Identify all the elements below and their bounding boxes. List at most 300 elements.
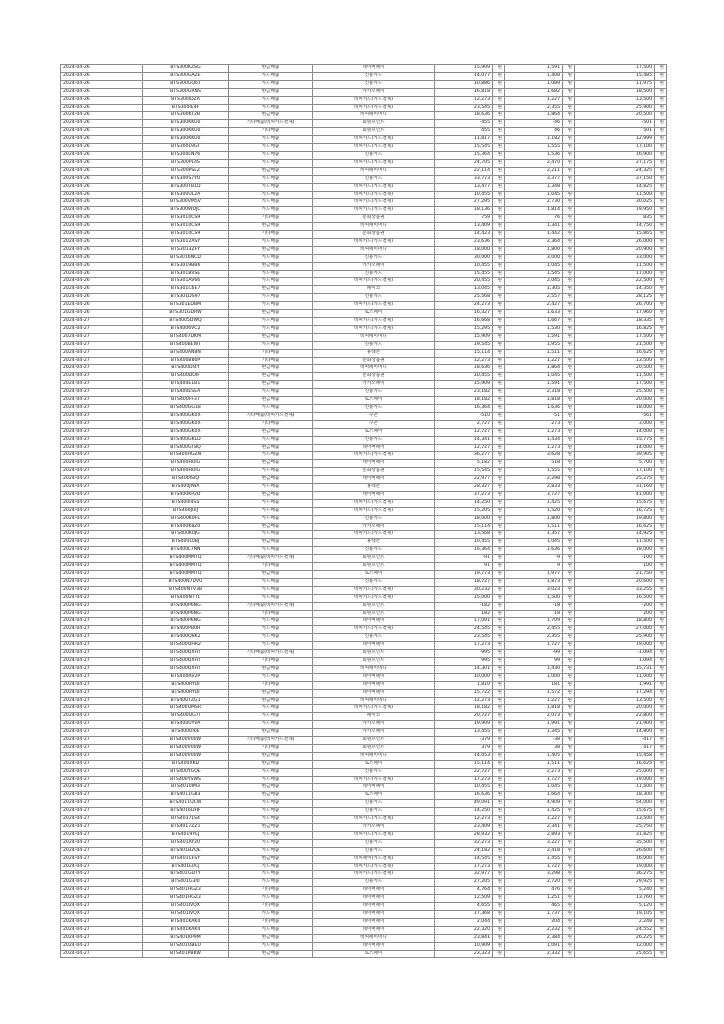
vat-unit-cell: 원 [563,373,575,381]
table-row [61,88,667,96]
table-row [61,824,667,832]
total-amount-cell: 35,500 [575,839,655,847]
payment-method-cell: 카카오페이 [313,523,435,531]
date-cell: 2024-04-27 [61,357,143,365]
total-unit-cell: 원 [655,436,667,444]
payment-method-cell: 문화상품권 [313,231,435,239]
total-amount-cell: 39,905 [575,452,655,460]
payment-method-cell: 네이버페이 [313,895,435,903]
table-row [61,183,667,191]
supply-unit-cell: 원 [493,507,505,515]
table-row [61,476,667,484]
date-cell: 2024-04-27 [61,618,143,626]
total-amount-cell: 18,335 [575,318,655,326]
date-cell: 2024-04-27 [61,784,143,792]
total-unit-cell: 원 [655,136,667,144]
vat-unit-cell: 원 [563,847,575,855]
date-cell: 2024-04-27 [61,713,143,721]
order-code-cell: BTS401AY20 [143,839,229,847]
vat-unit-cell: 원 [563,855,575,863]
vat-unit-cell: 원 [563,270,575,278]
payment-method-cell: 비씨카드(카드결제) [313,507,435,515]
vat-unit-cell: 원 [563,223,575,231]
payment-method-cell: 신용카드 [313,254,435,262]
order-code-cell: BTS400QHR2 [143,642,229,650]
date-cell: 2024-04-27 [61,491,143,499]
table-row [61,863,667,871]
supply-unit-cell: 원 [493,539,505,547]
date-cell: 2024-04-26 [61,246,143,254]
order-code-cell: BTS400GK0X [143,420,229,428]
total-unit-cell: 원 [655,223,667,231]
total-unit-cell: 원 [655,729,667,737]
sale-type-cell: 카드매출 [229,515,313,523]
vat-unit-cell: 원 [563,484,575,492]
vat-unit-cell: 원 [563,887,575,895]
sale-type-cell: 카드매출 [229,302,313,310]
order-code-cell: BTS400N7DVU [143,578,229,586]
table-row [61,586,667,594]
total-unit-cell: 원 [655,895,667,903]
total-unit-cell: 원 [655,254,667,262]
total-unit-cell: 원 [655,918,667,926]
sale-type-cell: 기타매출(비씨카드결제) [229,650,313,658]
supply-amount-cell: 17,091 [435,618,493,626]
vat-unit-cell: 원 [563,460,575,468]
supply-unit-cell: 원 [493,831,505,839]
total-unit-cell: 원 [655,310,667,318]
vat-unit-cell: 원 [563,571,575,579]
order-code-cell: BTS400GG18 [143,404,229,412]
sale-type-cell: 카드매출 [229,879,313,887]
supply-amount-cell: 36,277 [435,452,493,460]
date-cell: 2024-04-27 [61,507,143,515]
vat-unit-cell: 원 [563,104,575,112]
order-code-cell: BTS400N7TL [143,594,229,602]
vat-amount-cell: 99 [505,657,563,665]
vat-amount-cell: 3,298 [505,871,563,879]
order-code-cell: BTS400QXHT [143,650,229,658]
sale-type-cell: 기타매출 [229,349,313,357]
payment-method-cell: 비씨페이머니 [313,752,435,760]
date-cell: 2024-04-27 [61,721,143,729]
payment-method-cell: 비씨페이머니 [313,365,435,373]
payment-method-cell: 쿠폰 [313,412,435,420]
total-amount-cell: 20,500 [575,112,655,120]
supply-amount-cell: 37,273 [435,491,493,499]
vat-unit-cell: 원 [563,610,575,618]
order-code-cell: BTS300KZSG [143,65,229,73]
date-cell: 2024-04-27 [61,879,143,887]
payment-method-cell: 신용카드 [313,808,435,816]
total-amount-cell: 29,925 [575,879,655,887]
sale-type-cell: 카드매출 [229,151,313,159]
total-amount-cell: 11,975 [575,80,655,88]
vat-unit-cell: 원 [563,120,575,128]
vat-unit-cell: 원 [563,602,575,610]
supply-amount-cell: -455 [435,120,493,128]
supply-amount-cell: 10,455 [435,373,493,381]
sale-type-cell: 현금매출 [229,539,313,547]
table-row [61,484,667,492]
order-code-cell: BTS400YGQE [143,768,229,776]
sale-type-cell: 카드매출 [229,207,313,215]
sale-type-cell: 카드매출 [229,199,313,207]
sale-type-cell: 현금매출 [229,333,313,341]
total-amount-cell: 18,000 [575,547,655,555]
vat-unit-cell: 원 [563,594,575,602]
total-amount-cell: 14,925 [575,531,655,539]
order-code-cell: BTS401IVQX [143,903,229,911]
total-unit-cell: 원 [655,341,667,349]
vat-unit-cell: 원 [563,365,575,373]
total-amount-cell: 26,000 [575,238,655,246]
total-unit-cell: 원 [655,903,667,911]
supply-unit-cell: 원 [493,223,505,231]
order-code-cell: BTS400UMSR [143,705,229,713]
vat-amount-cell: 1,536 [505,151,563,159]
date-cell: 2024-04-27 [61,389,143,397]
supply-unit-cell: 원 [493,776,505,784]
vat-unit-cell: 원 [563,665,575,673]
supply-unit-cell: 원 [493,610,505,618]
total-amount-cell: 200 [575,610,655,618]
sale-type-cell: 기타매출 [229,420,313,428]
supply-amount-cell: 14,545 [435,855,493,863]
supply-amount-cell: 15,364 [435,151,493,159]
supply-amount-cell: 455 [435,128,493,136]
supply-unit-cell: 원 [493,950,505,958]
vat-unit-cell: 원 [563,523,575,531]
total-amount-cell: 14,825 [575,183,655,191]
vat-unit-cell: 원 [563,278,575,286]
order-code-cell: BTS400V00W [143,752,229,760]
total-amount-cell: 37,150 [575,175,655,183]
vat-unit-cell: 원 [563,824,575,832]
table-row [61,547,667,555]
supply-unit-cell: 원 [493,167,505,175]
supply-unit-cell: 원 [493,397,505,405]
supply-unit-cell: 원 [493,816,505,824]
total-unit-cell: 원 [655,231,667,239]
sale-type-cell: 카드매출 [229,325,313,333]
sale-type-cell: 기타매출(비씨카드결제) [229,555,313,563]
payment-method-cell: 비씨페이머니 [313,697,435,705]
payment-method-cell: 신용카드 [313,151,435,159]
supply-unit-cell: 원 [493,175,505,183]
payment-method-cell: 휴대폰 [313,484,435,492]
payment-method-cell: 비씨카드(카드결제) [313,136,435,144]
supply-amount-cell: 5,182 [435,460,493,468]
supply-unit-cell: 원 [493,752,505,760]
order-code-cell: BTS3016NCD [143,254,229,262]
payment-method-cell: 네이버페이 [313,910,435,918]
vat-unit-cell: 원 [563,942,575,950]
sale-type-cell: 카드매출 [229,468,313,476]
date-cell: 2024-04-26 [61,96,143,104]
table-row [61,768,667,776]
total-unit-cell: 원 [655,926,667,934]
payment-method-cell: 네이버페이 [313,689,435,697]
table-row [61,776,667,784]
vat-unit-cell: 원 [563,238,575,246]
table-row [61,887,667,895]
vat-amount-cell: 1,636 [505,547,563,555]
payment-method-cell: 비씨카드(카드결제) [313,199,435,207]
order-code-cell: BTS400AN8N [143,349,229,357]
table-row [61,151,667,159]
sale-type-cell: 현금매출 [229,760,313,768]
order-code-cell: BTS400V00W [143,737,229,745]
date-cell: 2024-04-26 [61,151,143,159]
payment-method-cell: 네이버페이 [313,784,435,792]
table-row [61,167,667,175]
vat-unit-cell: 원 [563,428,575,436]
table-row [61,231,667,239]
total-unit-cell: 원 [655,476,667,484]
payment-method-cell: 회원포인트 [313,602,435,610]
total-amount-cell: 2,248 [575,918,655,926]
date-cell: 2024-04-27 [61,397,143,405]
order-code-cell: BTS400K8Z0 [143,523,229,531]
vat-amount-cell: 1,434 [505,436,563,444]
vat-amount-cell: 518 [505,460,563,468]
vat-amount-cell: 1,305 [505,286,563,294]
vat-unit-cell: 원 [563,452,575,460]
vat-amount-cell: 4,909 [505,800,563,808]
supply-amount-cell: 18,000 [435,246,493,254]
vat-unit-cell: 원 [563,349,575,357]
total-amount-cell: 20,900 [575,246,655,254]
table-row [61,159,667,167]
vat-amount-cell: 2,341 [505,824,563,832]
order-code-cell: BTS400Q8K2 [143,634,229,642]
table-row [61,752,667,760]
vat-amount-cell: 1,664 [505,792,563,800]
vat-unit-cell: 원 [563,286,575,294]
vat-amount-cell: 1,737 [505,910,563,918]
total-amount-cell: 19,000 [575,863,655,871]
supply-amount-cell: 23,545 [435,104,493,112]
supply-unit-cell: 원 [493,855,505,863]
order-code-cell: BTS400HUIG [143,468,229,476]
vat-amount-cell: 2,384 [505,934,563,942]
total-unit-cell: 원 [655,294,667,302]
vat-amount-cell: 1,408 [505,72,563,80]
vat-unit-cell: 원 [563,555,575,563]
supply-amount-cell: 24,182 [435,847,493,855]
table-row [61,246,667,254]
sale-type-cell: 카드매출 [229,254,313,262]
payment-method-cell: 회원포인트 [313,650,435,658]
supply-amount-cell: 16,818 [435,88,493,96]
total-unit-cell: 원 [655,571,667,579]
vat-unit-cell: 원 [563,776,575,784]
total-amount-cell: 16,000 [575,855,655,863]
supply-amount-cell: 13,455 [435,729,493,737]
vat-unit-cell: 원 [563,420,575,428]
date-cell: 2024-04-27 [61,404,143,412]
supply-amount-cell: 32,977 [435,871,493,879]
order-code-cell: BTS400MMTQ [143,571,229,579]
total-unit-cell: 원 [655,792,667,800]
vat-amount-cell: -18 [505,602,563,610]
supply-unit-cell: 원 [493,246,505,254]
table-row [61,555,667,563]
payment-method-cell: 신용카드 [313,839,435,847]
order-code-cell: BTS400ISIQ [143,476,229,484]
payment-method-cell: 비씨페이머니 [313,112,435,120]
supply-amount-cell: 15,114 [435,349,493,357]
total-unit-cell: 원 [655,404,667,412]
total-amount-cell: 11,500 [575,784,655,792]
total-unit-cell: 원 [655,871,667,879]
sale-type-cell: 카드매출 [229,578,313,586]
supply-unit-cell: 원 [493,887,505,895]
order-code-cell: BTS4006VC2 [143,325,229,333]
ledger-body [61,65,667,958]
order-code-cell: BTS300PSLZ [143,167,229,175]
supply-unit-cell: 원 [493,468,505,476]
order-code-cell: BTS401OBEU [143,942,229,950]
order-code-cell: BTS400KP2D [143,491,229,499]
total-unit-cell: 원 [655,713,667,721]
table-row [61,104,667,112]
total-unit-cell: 원 [655,586,667,594]
payment-method-cell: 신용카드 [313,800,435,808]
order-code-cell: BTS400RV2P [143,673,229,681]
sale-type-cell: 카드매출 [229,278,313,286]
supply-unit-cell: 원 [493,705,505,713]
vat-unit-cell: 원 [563,96,575,104]
supply-amount-cell: 12,273 [435,816,493,824]
total-amount-cell: 15,458 [575,752,655,760]
sale-type-cell: 카드매출 [229,270,313,278]
vat-amount-cell: 1,727 [505,863,563,871]
order-code-cell: BTS400MMTQ [143,555,229,563]
payment-method-cell: 비씨카드(카드결제) [313,594,435,602]
supply-unit-cell: 원 [493,333,505,341]
sale-type-cell: 카드매출 [229,768,313,776]
total-amount-cell: 27,175 [575,159,655,167]
vat-unit-cell: 원 [563,531,575,539]
order-code-cell: BTS3019BB6 [143,262,229,270]
supply-unit-cell: 원 [493,895,505,903]
payment-method-cell: 회원포인트 [313,657,435,665]
vat-unit-cell: 원 [563,325,575,333]
supply-amount-cell: 4,655 [435,903,493,911]
vat-unit-cell: 원 [563,910,575,918]
total-unit-cell: 원 [655,302,667,310]
order-code-cell: BTS4010IM3 [143,784,229,792]
date-cell: 2024-04-27 [61,610,143,618]
sale-type-cell: 카드매출 [229,183,313,191]
vat-unit-cell: 원 [563,80,575,88]
vat-unit-cell: 원 [563,934,575,942]
supply-amount-cell: 18,136 [435,207,493,215]
total-amount-cell: 17,100 [575,144,655,152]
sale-type-cell: 카드매출 [229,800,313,808]
vat-unit-cell: 원 [563,404,575,412]
sale-type-cell: 카드매출 [229,942,313,950]
supply-unit-cell: 원 [493,128,505,136]
total-amount-cell: 21,750 [575,571,655,579]
date-cell: 2024-04-26 [61,238,143,246]
vat-unit-cell: 원 [563,515,575,523]
date-cell: 2024-04-27 [61,768,143,776]
total-unit-cell: 원 [655,104,667,112]
supply-amount-cell: 2,044 [435,918,493,926]
sale-type-cell: 기타매출 [229,903,313,911]
total-amount-cell: 5,120 [575,903,655,911]
supply-amount-cell: 19,773 [435,571,493,579]
total-unit-cell: 원 [655,910,667,918]
vat-amount-cell: 1,273 [505,444,563,452]
vat-amount-cell: 1,045 [505,373,563,381]
table-row [61,903,667,911]
table-row [61,792,667,800]
vat-amount-cell: 1,864 [505,112,563,120]
date-cell: 2024-04-27 [61,871,143,879]
table-row [61,491,667,499]
total-amount-cell: -417 [575,737,655,745]
total-amount-cell: 19,950 [575,207,655,215]
total-unit-cell: 원 [655,112,667,120]
date-cell: 2024-04-27 [61,373,143,381]
vat-unit-cell: 원 [563,839,575,847]
vat-unit-cell: 원 [563,167,575,175]
total-unit-cell: 원 [655,175,667,183]
supply-amount-cell: 17,273 [435,863,493,871]
vat-amount-cell: 1,555 [505,144,563,152]
order-code-cell: BTS300PL4S [143,159,229,167]
order-code-cell: BTS400YSWS [143,776,229,784]
date-cell: 2024-04-26 [61,175,143,183]
sale-type-cell: 카드매출 [229,96,313,104]
total-unit-cell: 원 [655,555,667,563]
sale-type-cell: 기타매출(비씨카드결제) [229,120,313,128]
sale-type-cell: 현금매출 [229,444,313,452]
table-row [61,357,667,365]
date-cell: 2024-04-26 [61,88,143,96]
total-unit-cell: 원 [655,444,667,452]
supply-amount-cell: 18,727 [435,578,493,586]
sale-type-cell: 현금매출 [229,697,313,705]
supply-amount-cell: 18,182 [435,397,493,405]
date-cell: 2024-04-27 [61,729,143,737]
supply-unit-cell: 원 [493,159,505,167]
table-row [61,650,667,658]
total-unit-cell: 원 [655,278,667,286]
vat-amount-cell: 3,227 [505,839,563,847]
supply-amount-cell: 13,409 [435,223,493,231]
vat-amount-cell: 1,500 [505,594,563,602]
table-row [61,563,667,571]
vat-amount-cell: 1,800 [505,515,563,523]
total-unit-cell: 원 [655,381,667,389]
total-amount-cell: 18,500 [575,88,655,96]
total-unit-cell: 원 [655,389,667,397]
sale-type-cell: 카드매출 [229,294,313,302]
vat-amount-cell: 3,000 [505,254,563,262]
supply-unit-cell: 원 [493,484,505,492]
total-amount-cell: 13,500 [575,357,655,365]
order-code-cell: BTS301GDRW [143,310,229,318]
order-code-cell: BTS400QXHT [143,657,229,665]
sale-type-cell: 카드매출 [229,871,313,879]
sale-type-cell: 카드매출 [229,721,313,729]
supply-unit-cell: 원 [493,373,505,381]
